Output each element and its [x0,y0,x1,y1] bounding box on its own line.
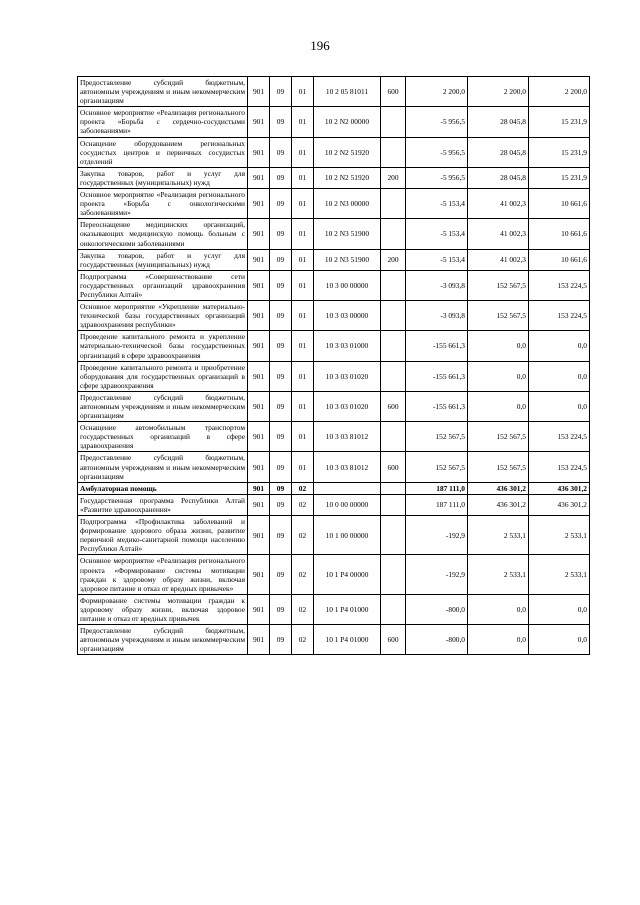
row-name-cell: Переоснащение медицинских организаций, оказывающих медицинскую помощь больным с онкологическими заболеваниями [78,219,248,249]
row-name-cell: Подпрограмма «Профилактика заболеваний и формирование здорового образа жизни, развитие первичной медико-санитарной помощи населению Республики Алтай» [78,516,248,555]
amount-cell-3: 436 301,2 [529,482,590,494]
target-article-cell: 10 3 03 01000 [314,331,381,361]
table-row [78,361,590,391]
section-code-cell: 09 [270,391,292,421]
target-article-cell: 10 1 00 00000 [314,516,381,555]
subsection-code-cell: 02 [292,594,314,624]
expense-type-cell [381,189,406,219]
amount-cell-1: -3 093,8 [406,270,468,300]
subsection-code-cell: 01 [292,107,314,137]
subsection-code-cell: 01 [292,270,314,300]
target-article-cell: 10 2 N2 51920 [314,167,381,188]
amount-cell-3: 2 533,1 [529,516,590,555]
table-body [78,77,590,655]
expense-type-cell [381,137,406,167]
expense-type-cell: 200 [381,249,406,270]
table-row [78,219,590,249]
target-article-cell: 10 2 N3 51900 [314,249,381,270]
expense-type-cell [381,107,406,137]
admin-code-cell: 901 [248,137,270,167]
section-code-cell: 09 [270,167,292,188]
subsection-code-cell: 01 [292,167,314,188]
amount-cell-3: 10 661,6 [529,219,590,249]
amount-cell-2: 41 002,3 [468,249,529,270]
amount-cell-1: -5 153,4 [406,219,468,249]
page-number: 196 [310,38,330,53]
expense-type-cell [381,270,406,300]
amount-cell-2: 152 567,5 [468,452,529,482]
admin-code-cell: 901 [248,625,270,655]
amount-cell-1: -5 956,5 [406,167,468,188]
amount-cell-1: -5 153,4 [406,249,468,270]
amount-cell-2: 0,0 [468,391,529,421]
section-code-cell: 09 [270,494,292,515]
target-article-cell: 10 3 03 01020 [314,391,381,421]
table-row [78,189,590,219]
row-name-cell: Формирование системы мотивации граждан к здоровому образу жизни, включая здоровое питание и отказ от вредных привычек [78,594,248,624]
admin-code-cell: 901 [248,219,270,249]
target-article-cell: 10 2 N3 51900 [314,219,381,249]
table-row [78,594,590,624]
admin-code-cell: 901 [248,594,270,624]
amount-cell-3: 0,0 [529,391,590,421]
admin-code-cell: 901 [248,482,270,494]
table-row [78,482,590,494]
amount-cell-3: 0,0 [529,594,590,624]
subsection-code-cell: 01 [292,361,314,391]
amount-cell-2: 152 567,5 [468,422,529,452]
amount-cell-1: 152 567,5 [406,452,468,482]
expense-type-cell: 600 [381,625,406,655]
table-row [78,249,590,270]
amount-cell-3: 2 200,0 [529,77,590,107]
target-article-cell: 10 3 03 81012 [314,422,381,452]
row-name-cell: Проведение капитального ремонта и приобретение оборудования для государственных организаций в сфере здравоохранения [78,361,248,391]
row-name-cell: Основное мероприятие «Укрепление материально-технической базы государственных организаций здравоохранения республики» [78,301,248,331]
amount-cell-2: 41 002,3 [468,219,529,249]
expense-type-cell [381,516,406,555]
subsection-code-cell: 01 [292,189,314,219]
amount-cell-3: 0,0 [529,361,590,391]
amount-cell-3: 0,0 [529,331,590,361]
expense-type-cell [381,494,406,515]
row-name-cell: Закупка товаров, работ и услуг для государственных (муниципальных) нужд [78,167,248,188]
row-name-cell: Подпрограмма «Совершенствование сети государственных организаций здравоохранения Республики Алтай» [78,270,248,300]
expense-type-cell [381,361,406,391]
expense-type-cell [381,594,406,624]
table-row [78,516,590,555]
admin-code-cell: 901 [248,422,270,452]
table-row [78,625,590,655]
expense-type-cell: 600 [381,77,406,107]
table-row [78,167,590,188]
amount-cell-2: 0,0 [468,594,529,624]
target-article-cell: 10 2 N2 00000 [314,107,381,137]
amount-cell-3: 15 231,9 [529,107,590,137]
table-row [78,270,590,300]
target-article-cell: 10 2 N2 51920 [314,137,381,167]
expense-type-cell: 200 [381,167,406,188]
subsection-code-cell: 02 [292,482,314,494]
amount-cell-1: -5 153,4 [406,189,468,219]
table-row [78,555,590,594]
section-code-cell: 09 [270,249,292,270]
target-article-cell: 10 1 P4 01000 [314,594,381,624]
amount-cell-1: -192,9 [406,555,468,594]
expense-type-cell [381,482,406,494]
admin-code-cell: 901 [248,107,270,137]
amount-cell-3: 0,0 [529,625,590,655]
amount-cell-1: -800,0 [406,625,468,655]
admin-code-cell: 901 [248,270,270,300]
row-name-cell: Основное мероприятие «Реализация регионального проекта «Борьба с сердечно-сосудистыми заболеваниями» [78,107,248,137]
row-name-cell: Проведение капитального ремонта и укрепление материально-технической базы государственных организаций в сфере здравоохранения [78,331,248,361]
amount-cell-3: 10 661,6 [529,189,590,219]
row-name-cell: Амбулаторная помощь [78,482,248,494]
admin-code-cell: 901 [248,494,270,515]
row-name-cell: Предоставление субсидий бюджетным, автономным учреждениям и иным некоммерческим организациям [78,77,248,107]
amount-cell-1: -3 093,8 [406,301,468,331]
table-row [78,107,590,137]
row-name-cell: Предоставление субсидий бюджетным, автономным учреждениям и иным некоммерческим организациям [78,452,248,482]
amount-cell-2: 0,0 [468,625,529,655]
admin-code-cell: 901 [248,301,270,331]
budget-table [77,76,590,655]
amount-cell-2: 436 301,2 [468,482,529,494]
admin-code-cell: 901 [248,516,270,555]
row-name-cell: Государственная программа Республики Алтай «Развитие здравоохранения» [78,494,248,515]
section-code-cell: 09 [270,219,292,249]
row-name-cell: Оснащение оборудованием региональных сосудистых центров и первичных сосудистых отделений [78,137,248,167]
amount-cell-3: 10 661,6 [529,249,590,270]
amount-cell-2: 152 567,5 [468,270,529,300]
section-code-cell: 09 [270,625,292,655]
expense-type-cell [381,331,406,361]
amount-cell-1: 152 567,5 [406,422,468,452]
amount-cell-3: 2 533,1 [529,555,590,594]
table-row [78,452,590,482]
subsection-code-cell: 02 [292,516,314,555]
table-row [78,331,590,361]
admin-code-cell: 901 [248,361,270,391]
admin-code-cell: 901 [248,331,270,361]
amount-cell-1: 187 111,0 [406,494,468,515]
subsection-code-cell: 01 [292,137,314,167]
subsection-code-cell: 01 [292,452,314,482]
admin-code-cell: 901 [248,189,270,219]
admin-code-cell: 901 [248,391,270,421]
section-code-cell: 09 [270,361,292,391]
row-name-cell: Предоставление субсидий бюджетным, автономным учреждениям и иным некоммерческим организациям [78,391,248,421]
row-name-cell: Оснащение автомобильным транспортом государственных организаций в сфере здравоохранения [78,422,248,452]
expense-type-cell [381,301,406,331]
subsection-code-cell: 02 [292,555,314,594]
amount-cell-3: 153 224,5 [529,270,590,300]
amount-cell-2: 2 533,1 [468,516,529,555]
section-code-cell: 09 [270,516,292,555]
amount-cell-3: 15 231,9 [529,167,590,188]
admin-code-cell: 901 [248,452,270,482]
amount-cell-2: 41 002,3 [468,189,529,219]
amount-cell-2: 0,0 [468,361,529,391]
target-article-cell: 10 0 00 00000 [314,494,381,515]
section-code-cell: 09 [270,301,292,331]
amount-cell-3: 153 224,5 [529,301,590,331]
amount-cell-1: -800,0 [406,594,468,624]
expense-type-cell [381,219,406,249]
amount-cell-3: 153 224,5 [529,452,590,482]
subsection-code-cell: 02 [292,625,314,655]
target-article-cell: 10 3 03 00000 [314,301,381,331]
section-code-cell: 09 [270,137,292,167]
subsection-code-cell: 01 [292,331,314,361]
admin-code-cell: 901 [248,167,270,188]
amount-cell-2: 436 301,2 [468,494,529,515]
section-code-cell: 09 [270,555,292,594]
section-code-cell: 09 [270,452,292,482]
table-row [78,301,590,331]
admin-code-cell: 901 [248,555,270,594]
target-article-cell: 10 3 03 81012 [314,452,381,482]
subsection-code-cell: 01 [292,77,314,107]
section-code-cell: 09 [270,594,292,624]
admin-code-cell: 901 [248,77,270,107]
row-name-cell: Основное мероприятие «Реализация регионального проекта «Формирование системы мотивации граждан к здоровому образу жизни, включая здоровое питание и отказ от вредных привычек» [78,555,248,594]
subsection-code-cell: 01 [292,301,314,331]
target-article-cell: 10 1 P4 01000 [314,625,381,655]
amount-cell-1: 187 111,0 [406,482,468,494]
amount-cell-3: 15 231,9 [529,137,590,167]
target-article-cell: 10 3 00 00000 [314,270,381,300]
section-code-cell: 09 [270,422,292,452]
subsection-code-cell: 01 [292,219,314,249]
amount-cell-1: 2 200,0 [406,77,468,107]
amount-cell-2: 2 533,1 [468,555,529,594]
target-article-cell: 10 2 N3 00000 [314,189,381,219]
amount-cell-1: -155 661,3 [406,391,468,421]
row-name-cell: Закупка товаров, работ и услуг для государственных (муниципальных) нужд [78,249,248,270]
expense-type-cell [381,422,406,452]
admin-code-cell: 901 [248,249,270,270]
row-name-cell: Основное мероприятие «Реализация регионального проекта «Борьба с онкологическими заболеваниями» [78,189,248,219]
section-code-cell: 09 [270,189,292,219]
amount-cell-2: 28 045,8 [468,107,529,137]
amount-cell-1: -192,9 [406,516,468,555]
target-article-cell: 10 1 P4 00000 [314,555,381,594]
table-row [78,77,590,107]
table-row [78,494,590,515]
target-article-cell [314,482,381,494]
table-row [78,422,590,452]
amount-cell-3: 436 301,2 [529,494,590,515]
table-row [78,391,590,421]
amount-cell-1: -155 661,3 [406,361,468,391]
amount-cell-2: 2 200,0 [468,77,529,107]
amount-cell-1: -155 661,3 [406,331,468,361]
subsection-code-cell: 01 [292,249,314,270]
subsection-code-cell: 01 [292,391,314,421]
amount-cell-1: -5 956,5 [406,107,468,137]
expense-type-cell: 600 [381,391,406,421]
subsection-code-cell: 01 [292,422,314,452]
expense-type-cell: 600 [381,452,406,482]
amount-cell-2: 28 045,8 [468,167,529,188]
amount-cell-2: 28 045,8 [468,137,529,167]
target-article-cell: 10 3 03 01020 [314,361,381,391]
section-code-cell: 09 [270,107,292,137]
expense-type-cell [381,555,406,594]
amount-cell-2: 152 567,5 [468,301,529,331]
amount-cell-3: 153 224,5 [529,422,590,452]
section-code-cell: 09 [270,77,292,107]
section-code-cell: 09 [270,331,292,361]
target-article-cell: 10 2 05 81011 [314,77,381,107]
table-row [78,137,590,167]
section-code-cell: 09 [270,482,292,494]
row-name-cell: Предоставление субсидий бюджетным, автономным учреждениям и иным некоммерческим организациям [78,625,248,655]
amount-cell-2: 0,0 [468,331,529,361]
section-code-cell: 09 [270,270,292,300]
amount-cell-1: -5 956,5 [406,137,468,167]
subsection-code-cell: 02 [292,494,314,515]
